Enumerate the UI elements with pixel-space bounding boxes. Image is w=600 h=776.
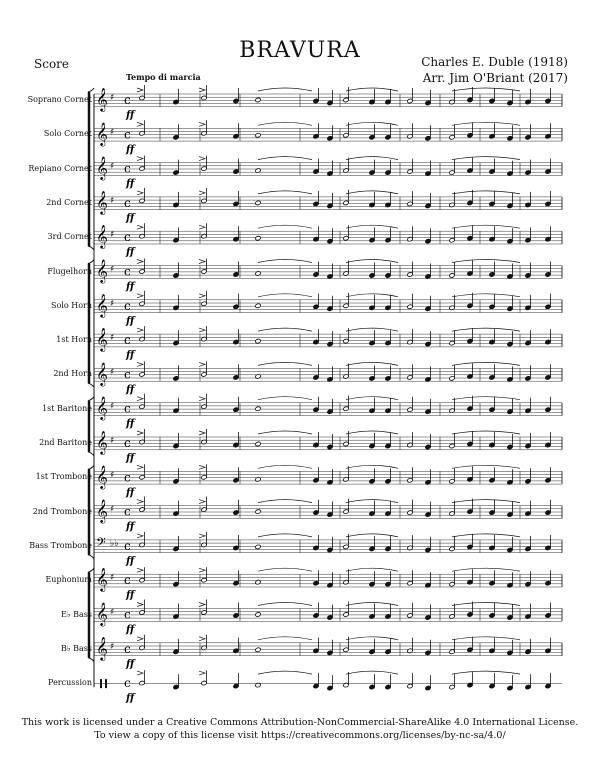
bracket-top <box>88 568 94 572</box>
key-signature: ♯ <box>110 607 115 618</box>
time-signature: c <box>124 641 131 656</box>
slur <box>452 568 520 571</box>
dynamic-marking: ff <box>126 453 135 464</box>
key-signature: ♯ <box>110 93 115 103</box>
bracket-top <box>88 260 94 264</box>
dynamic-marking: ff <box>126 350 135 362</box>
key-signature: ♯ <box>110 436 115 446</box>
percussion-clef <box>100 679 102 688</box>
clef-glyph: 𝄞 <box>96 121 108 146</box>
slur <box>452 225 520 228</box>
dynamic-marking: ff <box>126 144 135 156</box>
accent-mark <box>199 260 205 264</box>
score-label: Score <box>34 57 70 71</box>
bracket-bottom <box>88 452 94 456</box>
slur <box>258 362 312 365</box>
instrument-label: Solo Cornet <box>43 129 92 139</box>
clef-glyph: 𝄞 <box>96 258 108 283</box>
instrument-label: Soprano Cornet <box>27 95 92 104</box>
accent-mark <box>137 500 143 504</box>
time-signature: c <box>124 401 131 416</box>
percussion-clef <box>105 679 107 688</box>
instrument-label: 1st Trombone <box>35 472 92 482</box>
accent-mark <box>137 534 143 538</box>
accent-mark <box>137 603 143 607</box>
instrument-label: 2nd Baritone <box>39 438 92 447</box>
dynamic-marking: ff <box>126 658 135 670</box>
bracket-bottom <box>88 383 94 387</box>
key-signature: ♭♭ <box>110 538 119 549</box>
accent-mark <box>137 465 143 469</box>
accent-mark <box>137 671 143 675</box>
accent-mark <box>199 500 205 504</box>
slur <box>258 88 312 91</box>
clef-glyph: 𝄞 <box>96 292 108 317</box>
clef-glyph: 𝄞 <box>96 155 108 180</box>
note-head <box>255 477 261 482</box>
arranger-credit: Arr. Jim O'Briant (2017) <box>422 71 568 85</box>
dynamic-marking: ff <box>126 247 135 259</box>
slur <box>452 500 520 503</box>
time-signature: c <box>124 93 131 107</box>
clef-glyph: 𝄞 <box>96 601 108 626</box>
clef-glyph: 𝄞 <box>96 327 108 352</box>
slur <box>452 157 520 160</box>
key-signature: ♯ <box>110 401 115 412</box>
note-head <box>255 271 261 276</box>
slur <box>452 637 520 640</box>
license-line-1: This work is licensed under a Creative Commons Attribution-NonCommercial-ShareAlike 4.0 International License. <box>21 717 579 728</box>
slur <box>452 534 520 537</box>
accent-mark <box>137 225 143 229</box>
slur <box>258 397 312 400</box>
accent-mark <box>137 88 143 92</box>
accent-mark <box>199 671 205 675</box>
dynamic-marking: ff <box>126 281 135 293</box>
time-signature: c <box>124 195 131 210</box>
clef-glyph: 𝄞 <box>96 567 108 592</box>
note-head <box>255 612 261 617</box>
instrument-label: Percussion <box>48 678 92 688</box>
key-signature: ♯ <box>110 195 115 206</box>
slur <box>346 260 398 263</box>
dynamic-marking: ff <box>126 693 135 705</box>
clef-glyph: 𝄞 <box>96 430 108 454</box>
accent-mark <box>199 465 205 469</box>
dynamic-marking: ff <box>126 110 135 121</box>
time-signature: c <box>124 573 131 588</box>
bracket-top <box>88 88 94 92</box>
slur <box>258 671 312 674</box>
slur <box>258 568 312 571</box>
slur <box>258 603 312 606</box>
accent-mark <box>199 294 205 298</box>
key-signature: ♯ <box>110 641 115 652</box>
accent-mark <box>137 122 143 126</box>
slur <box>346 362 398 365</box>
slur <box>452 328 520 331</box>
dynamic-marking: ff <box>126 315 135 327</box>
key-signature: ♯ <box>110 367 115 378</box>
instrument-label: B♭ Bass <box>60 643 92 653</box>
slur <box>452 397 520 400</box>
note-head <box>255 338 261 343</box>
slur <box>452 362 520 365</box>
clef-glyph: 𝄞 <box>96 87 108 111</box>
instrument-label: Euphonium <box>45 575 92 585</box>
dynamic-marking: ff <box>126 590 135 602</box>
accent-mark <box>199 534 205 538</box>
accent-mark <box>137 637 143 641</box>
slur <box>346 157 398 160</box>
instrument-label: 2nd Horn <box>53 369 92 379</box>
accent-mark <box>199 157 205 161</box>
time-signature: c <box>124 436 131 450</box>
dynamic-marking: ff <box>126 521 135 533</box>
composer-credit: Charles E. Duble (1918) <box>421 55 568 69</box>
time-signature: c <box>124 607 131 622</box>
note-head <box>255 200 261 205</box>
dynamic-marking: ff <box>126 178 135 190</box>
slur <box>346 671 398 674</box>
slur <box>258 225 312 228</box>
clef-glyph: 𝄞 <box>96 224 108 249</box>
bracket-top <box>88 397 94 401</box>
accent-mark <box>199 88 205 92</box>
dynamic-marking: ff <box>126 212 135 224</box>
dynamic-marking: ff <box>126 418 135 430</box>
time-signature: c <box>124 470 131 485</box>
bracket-top <box>88 465 94 469</box>
accent-mark <box>137 294 143 298</box>
clef-glyph: 𝄞 <box>96 498 108 523</box>
note-head <box>255 441 261 446</box>
accent-mark <box>137 260 143 264</box>
key-signature: ♯ <box>110 333 115 344</box>
slur <box>452 191 520 194</box>
key-signature: ♯ <box>110 264 115 275</box>
slur <box>452 431 520 434</box>
clef-glyph: 𝄞 <box>96 464 108 489</box>
accent-mark <box>137 328 143 332</box>
clef-glyph: 𝄞 <box>96 635 108 660</box>
slur <box>258 191 312 194</box>
key-signature: ♯ <box>110 230 115 241</box>
slur <box>452 294 520 297</box>
note-head <box>255 374 261 379</box>
instrument-label: Flugelhorn <box>47 266 92 276</box>
accent-mark <box>199 225 205 229</box>
instrument-label: Repiano Cornet <box>28 163 92 173</box>
accent-mark <box>137 397 143 401</box>
slur <box>346 568 398 571</box>
note-head <box>255 509 261 514</box>
accent-mark <box>199 122 205 126</box>
clef-glyph: 𝄢 <box>96 534 106 553</box>
dynamic-marking: ff <box>126 624 135 636</box>
key-signature: ♯ <box>110 504 115 515</box>
slur <box>258 328 312 331</box>
time-signature: c <box>124 161 131 176</box>
slur <box>452 260 520 263</box>
time-signature: c <box>124 127 131 142</box>
dynamic-marking: ff <box>126 555 135 567</box>
note-head <box>255 236 261 241</box>
slur <box>452 671 520 674</box>
accent-mark <box>199 637 205 641</box>
accent-mark <box>137 157 143 161</box>
instrument-label: E♭ Bass <box>60 609 92 619</box>
instrument-label: 1st Baritone <box>42 403 92 413</box>
slur <box>452 465 520 468</box>
instrument-label: 3rd Cornet <box>47 232 92 242</box>
accent-mark <box>199 328 205 332</box>
accent-mark <box>137 568 143 572</box>
key-signature: ♯ <box>110 573 115 584</box>
time-signature: c <box>124 538 131 553</box>
bracket-bottom <box>88 246 94 250</box>
accent-mark <box>137 431 143 435</box>
slur <box>258 294 312 297</box>
note-head <box>255 406 261 411</box>
accent-mark <box>199 568 205 572</box>
key-signature: ♯ <box>110 298 115 309</box>
slur <box>258 157 312 160</box>
page-title: BRAVURA <box>239 38 361 63</box>
clef-glyph: 𝄞 <box>96 361 108 386</box>
slur <box>258 637 312 640</box>
tempo-marking: Tempo di marcia <box>126 72 201 82</box>
accent-mark <box>199 397 205 401</box>
slur <box>258 465 312 468</box>
time-signature: c <box>124 676 131 691</box>
accent-mark <box>199 603 205 607</box>
instrument-label: 2nd Cornet <box>46 197 92 207</box>
accent-mark <box>137 191 143 195</box>
time-signature: c <box>124 230 131 245</box>
clef-glyph: 𝄞 <box>96 189 108 214</box>
time-signature: c <box>124 333 131 348</box>
time-signature: c <box>124 504 131 519</box>
accent-mark <box>137 362 143 366</box>
instrument-label: Bass Trombone <box>29 540 92 550</box>
slur <box>258 431 312 434</box>
note-head <box>255 544 261 549</box>
key-signature: ♯ <box>110 127 115 138</box>
note-head <box>255 168 261 173</box>
note-head <box>255 303 261 308</box>
slur <box>258 260 312 263</box>
dynamic-marking: ff <box>126 384 135 396</box>
accent-mark <box>199 431 205 435</box>
time-signature: c <box>124 367 131 382</box>
slur <box>346 465 398 468</box>
instrument-label: 1st Horn <box>56 335 92 345</box>
key-signature: ♯ <box>110 470 115 481</box>
note-head <box>255 647 261 652</box>
slur <box>452 88 520 91</box>
slur <box>258 534 312 537</box>
bracket-bottom <box>88 658 94 662</box>
slur <box>452 122 520 125</box>
clef-glyph: 𝄞 <box>96 395 108 420</box>
time-signature: c <box>124 298 131 313</box>
accent-mark <box>199 362 205 366</box>
bracket-bottom <box>88 555 94 559</box>
slur <box>258 500 312 503</box>
slur <box>452 603 520 606</box>
key-signature: ♯ <box>110 161 115 172</box>
dynamic-marking: ff <box>126 487 135 499</box>
time-signature: c <box>124 264 131 279</box>
accent-mark <box>199 191 205 195</box>
note-head <box>255 97 261 102</box>
note-head <box>255 133 261 138</box>
instrument-label: 2nd Trombone <box>32 506 92 516</box>
note-head <box>255 580 261 585</box>
license-line-2: To view a copy of this license visit https://creativecommons.org/licenses/by-nc-sa/4.0/ <box>94 730 506 741</box>
instrument-label: Solo Horn <box>51 300 92 310</box>
slur <box>258 122 312 125</box>
